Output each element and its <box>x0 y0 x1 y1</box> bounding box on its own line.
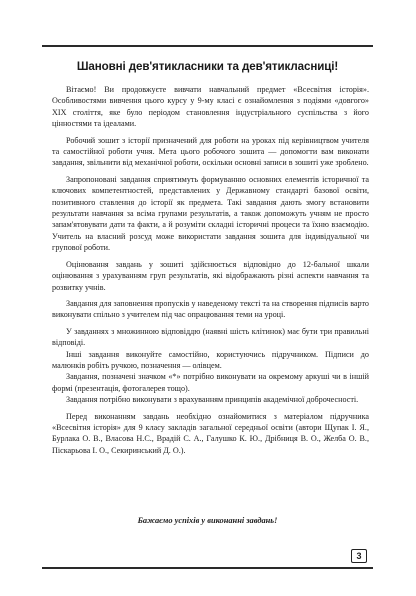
closing-wish: Бажаємо успіхів у виконанні завдань! <box>137 516 278 525</box>
intro-text <box>52 84 369 456</box>
paragraph-9: Завдання потрібно виконувати з врахуванням принципів академічної доброчесності. <box>66 395 359 405</box>
paragraph-4: Оцінювання завдань у зошиті здійснюється відповідно до 12-бальної шкали оцінювання з урахуванням груп результатів, які відображають різні аспекти навчання та розвитку учнів. <box>52 259 369 292</box>
paragraph-6: У завданнях з множинною відповіддю (наявні шість клітинок) має бути три правильні відповіді. <box>52 326 369 348</box>
paragraph-8: Завдання, позначені значком «*» потрібно виконувати на окремому аркуші чи в іншій формі (презентація, фотогалерея тощо). <box>52 372 369 393</box>
paragraph-1: Вітаємо! Ви продовжуєте вивчати навчальний предмет «Всесвітня історія». Особливостями вивчення цього курсу у 9-му класі є ознайомлення з подіями «довгого» XIX століття, яке було періодом становлення індустріального суспільства з його цінностями та ідеалами. <box>52 85 369 129</box>
paragraph-10: Перед виконанням завдань необхідно ознайомитися з матеріалом підручника «Всесвітня історія» для 9 класу закладів загальної середньої освіти (автори Щупак І. Я., Бурлака О. В., Власова Н.С., Врадій С. А., Галушко К. Ю., Дрібниця В. О., Желба О. В., Піскарьова І. О., Секиринський Д. О.). <box>52 411 369 455</box>
bottom-rule <box>42 567 373 569</box>
paragraph-7: Інші завдання виконуйте самостійно, користуючись підручником. Підписи до малюнків робіть ручкою, позначення — олівцем. <box>52 349 369 370</box>
paragraph-3: Запропоновані завдання сприятимуть формуванню основних елементів історичної та ключових компетентностей, представлених у Державному стандарті базової освіти, позитивного ставлення до історії як предмета. Такі завдання дають змогу встановити результати навчання за всіма групами результатів, а також допоможуть учням не просто запам'ятовувати дати та факти, а й розуміти складні історичні процеси та їхню взаємодію. Учитель на власний розсуд може використати завдання зошита для індивідуальної чи групової роботи. <box>52 174 369 253</box>
paragraph-2: Робочий зошит з історії призначений для роботи на уроках під керівництвом учителя та самостійної роботи учня. Мета цього робочого зошита — допомогти вам виконати завдання, звільнити від механічної роботи, оскільки основні записи в зошиті уже зроблено. <box>52 135 369 168</box>
page-title: Шановні дев'ятикласники та дев'ятикласниці! <box>76 60 339 73</box>
paragraph-5: Завдання для заповнення пропусків у наведеному тексті та на створення підписів варто виконувати спільно з учителем під час опрацювання теми на уроці. <box>52 298 369 320</box>
page-number: 3 <box>351 549 367 563</box>
top-rule <box>42 45 373 47</box>
